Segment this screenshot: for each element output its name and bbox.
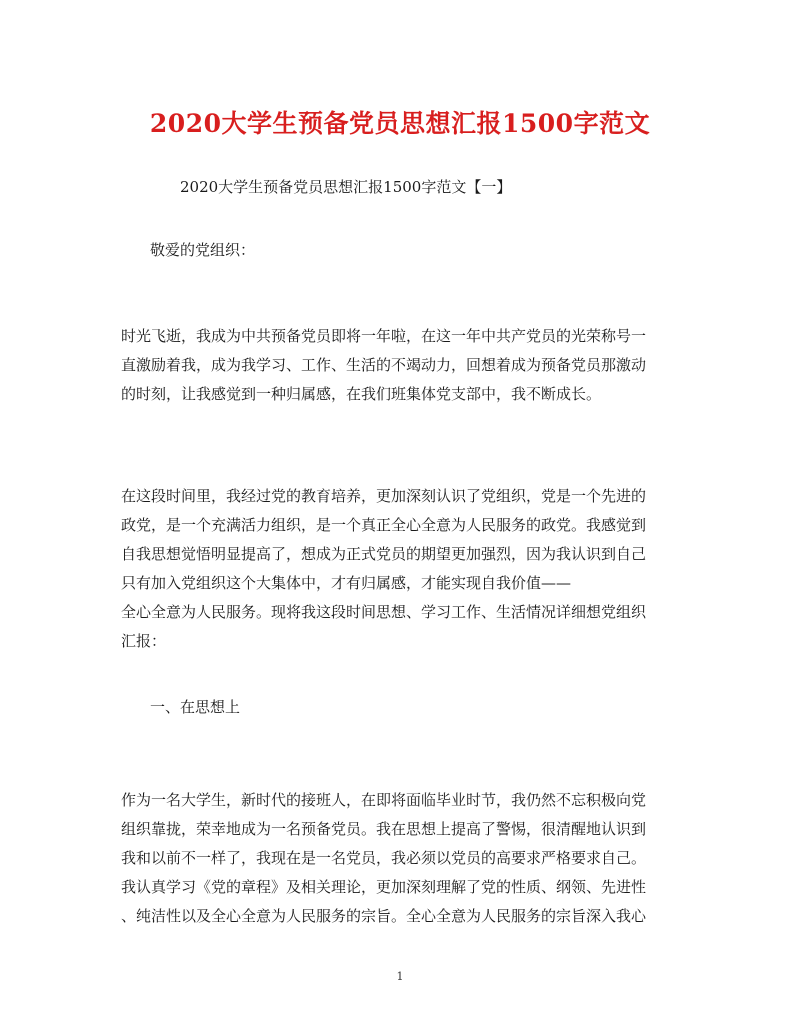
paragraph-line: 、纯洁性以及全心全意为人民服务的宗旨。全心全意为人民服务的宗旨深入我心: [121, 907, 647, 925]
section-heading: 一、在思想上: [150, 698, 241, 716]
paragraph-1: [121, 322, 681, 409]
paragraph-2: [121, 482, 681, 656]
document-title: 2020大学生预备党员思想汇报1500字范文: [149, 109, 651, 138]
paragraph-line: 只有加入党组织这个大集体中，才有归属感，才能实现自我价值——: [121, 574, 572, 592]
paragraph-line: 组织靠拢，荣幸地成为一名预备党员。我在思想上提高了警惕，很清醒地认识到: [121, 820, 647, 838]
salutation: 敬爱的党组织：: [150, 241, 256, 259]
paragraph-line: 汇报：: [121, 632, 167, 650]
document-subtitle: 2020大学生预备党员思想汇报1500字范文【一】: [180, 178, 512, 196]
paragraph-line: 政党，是一个充满活力组织，是一个真正全心全意为人民服务的政党。我感觉到: [121, 516, 647, 534]
paragraph-line: 直激励着我，成为我学习、工作、生活的不竭动力，回想着成为预备党员那激动: [121, 356, 647, 374]
paragraph-line: 我认真学习《党的章程》及相关理论，更加深刻理解了党的性质、纲领、先进性: [121, 878, 647, 896]
page-number: 1: [396, 970, 404, 983]
paragraph-3: [121, 786, 681, 931]
paragraph-line: 作为一名大学生，新时代的接班人，在即将面临毕业时节，我仍然不忘积极向党: [121, 791, 647, 809]
paragraph-line: 时光飞逝，我成为中共预备党员即将一年啦，在这一年中共产党员的光荣称号一: [121, 327, 647, 345]
paragraph-line: 在这段时间里，我经过党的教育培养，更加深刻认识了党组织，党是一个先进的: [121, 487, 647, 505]
paragraph-line: 的时刻，让我感觉到一种归属感，在我们班集体党支部中，我不断成长。: [121, 385, 602, 403]
paragraph-line: 全心全意为人民服务。现将我这段时间思想、学习工作、生活情况详细想党组织: [121, 603, 647, 621]
paragraph-line: 自我思想觉悟明显提高了，想成为正式党员的期望更加强烈，因为我认识到自己: [121, 545, 647, 563]
paragraph-line: 我和以前不一样了，我现在是一名党员，我必须以党员的高要求严格要求自己。: [121, 849, 647, 867]
